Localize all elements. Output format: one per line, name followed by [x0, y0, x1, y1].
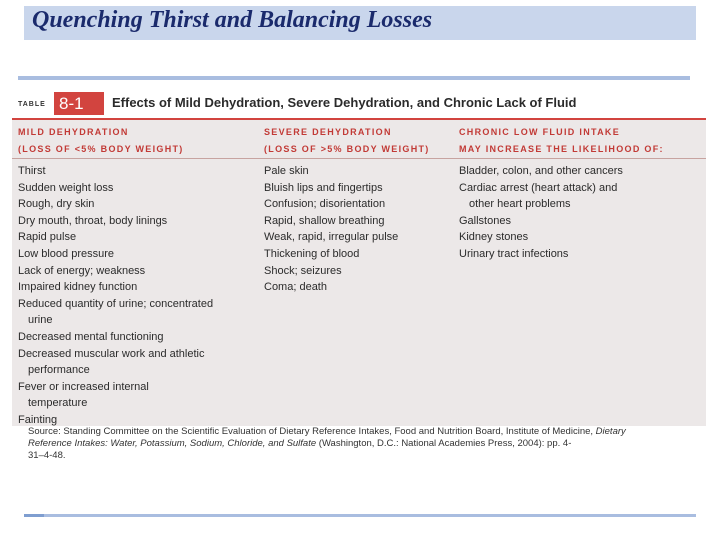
item-text: Coma; death: [264, 281, 327, 294]
source-title: Dietary Reference Intakes: Water, Potassium, Sodium, Chloride, and Sulfate: [28, 426, 626, 449]
item-continuation: temperature: [28, 397, 88, 410]
item-list: [459, 163, 699, 263]
column-subheader: MAY INCREASE THE LIKELIHOOD OF:: [459, 144, 664, 154]
source-line: Source: Standing Committee on the Scientific Evaluation of Dietary Reference Intakes, Food and Nutrition Board, Institute of Medicine,: [28, 426, 594, 437]
column-header: MILD DEHYDRATION: [18, 127, 129, 137]
table-item: [18, 329, 248, 346]
column-subheader: (LOSS OF <5% BODY WEIGHT): [18, 144, 184, 154]
item-text: Rapid, shallow breathing: [264, 214, 385, 227]
item-text: Decreased muscular work and athletic: [18, 347, 205, 360]
item-text: Bladder, colon, and other cancers: [459, 165, 623, 177]
table-item: [18, 296, 248, 329]
source-publisher: (Washington, D.C.: National Academies Press, 2004): pp. 4-: [316, 438, 572, 449]
item-text: Rough, dry skin: [18, 198, 95, 211]
table-item: [459, 229, 699, 246]
table-body: [12, 118, 706, 426]
item-text: Weak, rapid, irregular pulse: [264, 231, 399, 244]
column-severe-dehydration: [264, 124, 454, 296]
table-item: [459, 163, 699, 180]
table-heading: [18, 92, 708, 116]
item-text: Thirst: [18, 165, 46, 177]
item-text: Cardiac arrest (heart attack) and: [459, 181, 618, 194]
table-item: [264, 263, 454, 280]
item-text: Shock; seizures: [264, 264, 342, 277]
table-item: [264, 196, 454, 213]
table-caption: Effects of Mild Dehydration, Severe Dehydration, and Chronic Lack of Fluid: [112, 95, 577, 110]
item-text: Rapid pulse: [18, 231, 77, 244]
column-subheader: (LOSS OF >5% BODY WEIGHT): [264, 144, 430, 154]
source-citation: [28, 426, 648, 462]
column-chronic-low-fluid: [459, 124, 699, 263]
bottom-divider: [24, 514, 696, 517]
table-item: [459, 180, 699, 213]
table-item: [264, 213, 454, 230]
item-text: Pale skin: [264, 165, 309, 177]
table-item: [264, 279, 454, 296]
table-item: [18, 379, 248, 412]
item-text: Low blood pressure: [18, 247, 115, 260]
item-text: Decreased mental functioning: [18, 330, 164, 343]
item-list: [18, 163, 248, 429]
item-text: Bluish lips and fingertips: [264, 181, 383, 194]
item-text: Sudden weight loss: [18, 181, 114, 194]
source-pages: 31–4-48.: [28, 450, 66, 461]
top-divider: [18, 76, 690, 80]
column-header: SEVERE DEHYDRATION: [264, 127, 392, 137]
item-text: Impaired kidney function: [18, 281, 138, 294]
table-item: [18, 263, 248, 280]
item-continuation: urine: [28, 314, 53, 327]
table-item: [459, 246, 699, 263]
item-continuation: performance: [28, 364, 90, 377]
item-text: Fever or increased internal: [18, 380, 149, 393]
column-header: CHRONIC LOW FLUID INTAKE: [459, 127, 621, 137]
table-item: [18, 163, 248, 180]
table-item: [264, 180, 454, 197]
table-item: [264, 163, 454, 180]
item-text: Gallstones: [459, 214, 511, 227]
slide-title-bar: [24, 6, 696, 40]
item-text: Lack of energy; weakness: [18, 264, 146, 277]
table-number: 8-1: [54, 92, 104, 115]
item-list: [264, 163, 454, 296]
item-text: Confusion; disorientation: [264, 198, 386, 211]
table-label: TABLE: [18, 101, 46, 108]
item-continuation: other heart problems: [469, 198, 571, 211]
item-text: Dry mouth, throat, body linings: [18, 214, 168, 227]
table-item: [459, 213, 699, 230]
table-item: [18, 196, 248, 213]
table-item: [264, 246, 454, 263]
item-text: Thickening of blood: [264, 247, 360, 260]
slide-title: Quenching Thirst and Balancing Losses: [32, 7, 433, 33]
item-text: Kidney stones: [459, 231, 529, 244]
table-item: [18, 279, 248, 296]
bottom-divider-accent: [24, 514, 44, 517]
item-text: Urinary tract infections: [459, 247, 569, 260]
table-item: [18, 229, 248, 246]
table-item: [264, 229, 454, 246]
column-mild-dehydration: [18, 124, 248, 429]
table-item: [18, 180, 248, 197]
item-text: Reduced quantity of urine; concentrated: [18, 297, 214, 310]
table-item: [18, 213, 248, 230]
item-text: Fainting: [18, 413, 58, 426]
table-item: [18, 246, 248, 263]
table-item: [18, 346, 248, 379]
